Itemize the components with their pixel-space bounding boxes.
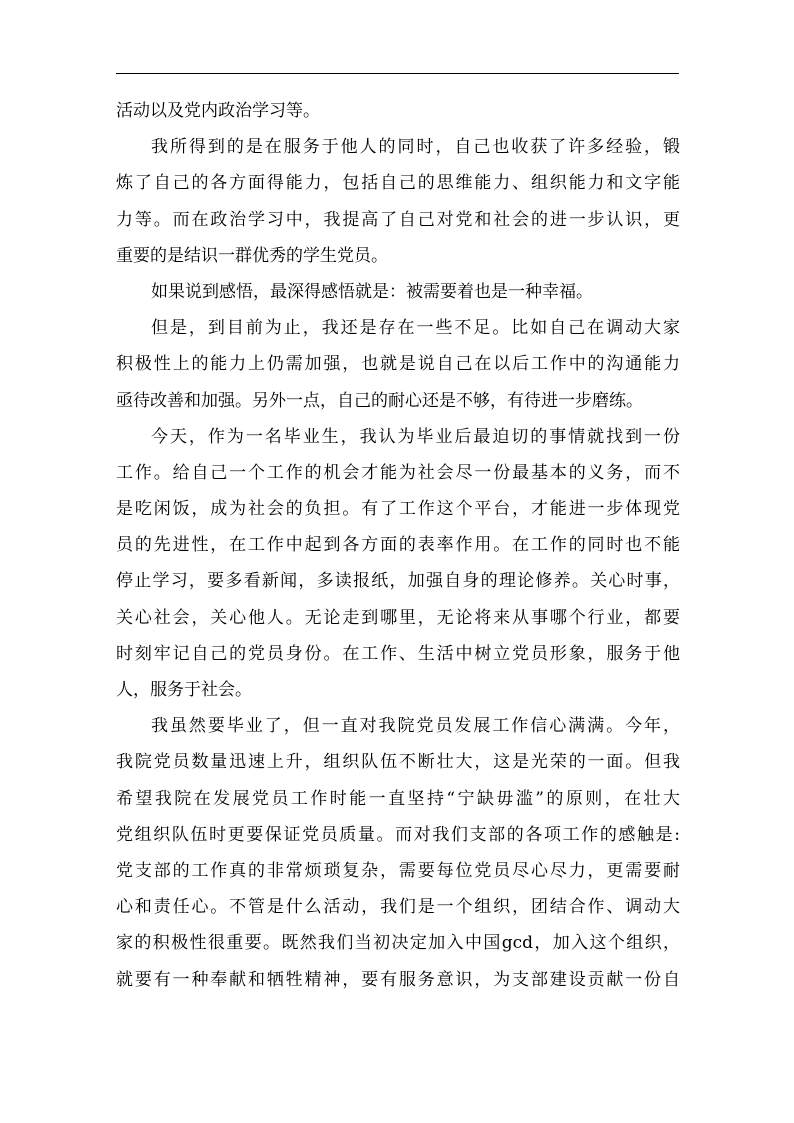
- text-line: 亟待改善和加强。另外一点，自己的耐心还是不够，有待进一步磨练。: [116, 390, 643, 411]
- paragraph: [116, 129, 680, 274]
- text-line: 党支部的工作真的非常烦琐复杂，需要每位党员尽心尽力，更需要耐: [116, 860, 680, 881]
- text-line: 重要的是结识一群优秀的学生党员。: [116, 245, 388, 266]
- text-line: 我所得到的是在服务于他人的同时，自己也收获了许多经验，锻: [151, 137, 680, 158]
- text-line: 炼了自己的各方面得能力，包括自己的思维能力、组织能力和文字能: [116, 173, 680, 194]
- text-line: 今天，作为一名毕业生，我认为毕业后最迫切的事情就找到一份: [151, 426, 680, 447]
- text-line: 就要有一种奉献和牺牲精神，要有服务意识，为支部建设贡献一份自: [116, 969, 680, 990]
- paragraph: [116, 310, 680, 419]
- text-line: 家的积极性很重要。既然我们当初决定加入中国gcd，加入这个组织，: [116, 933, 680, 954]
- text-line: 希望我院在发展党员工作时能一直坚持“宁缺毋滥”的原则，在壮大: [116, 788, 680, 809]
- text-line: 如果说到感悟，最深得感悟就是：被需要着也是一种幸福。: [151, 281, 593, 302]
- text-line: 员的先进性，在工作中起到各方面的表率作用。在工作的同时也不能: [116, 535, 680, 556]
- text-line: 时刻牢记自己的党员身份。在工作、生活中树立党员形象，服务于他: [116, 643, 680, 664]
- paragraph: [116, 93, 680, 129]
- text-line: 心和责任心。不管是什么活动，我们是一个组织，团结合作、调动大: [116, 897, 680, 918]
- text-line: 停止学习，要多看新闻，多读报纸，加强自身的理论修养。关心时事，: [116, 571, 680, 592]
- paragraph: [116, 419, 680, 709]
- text-line: 工作。给自己一个工作的机会才能为社会尽一份最基本的义务，而不: [116, 462, 680, 483]
- text-line: 党组织队伍时更要保证党员质量。而对我们支部的各项工作的感触是:: [116, 824, 680, 845]
- text-line: 人，服务于社会。: [116, 680, 252, 700]
- text-line: 活动以及党内政治学习等。: [116, 101, 320, 121]
- header-rule: [116, 73, 679, 74]
- text-line: 积极性上的能力上仍需加强，也就是说自己在以后工作中的沟通能力: [116, 354, 680, 375]
- text-line: 关心社会，关心他人。无论走到哪里，无论将来从事哪个行业，都要: [116, 607, 680, 628]
- document-body: [116, 93, 680, 998]
- paragraph: [116, 274, 680, 310]
- text-line: 力等。而在政治学习中，我提高了自己对党和社会的进一步认识，更: [116, 209, 680, 230]
- paragraph: [116, 708, 680, 998]
- text-line: 我虽然要毕业了，但一直对我院党员发展工作信心满满。今年，: [151, 716, 680, 737]
- text-line: 但是，到目前为止，我还是存在一些不足。比如自己在调动大家: [151, 318, 680, 339]
- text-line: 是吃闲饭，成为社会的负担。有了工作这个平台，才能进一步体现党: [116, 499, 680, 520]
- text-line: 我院党员数量迅速上升，组织队伍不断壮大，这是光荣的一面。但我: [116, 752, 680, 773]
